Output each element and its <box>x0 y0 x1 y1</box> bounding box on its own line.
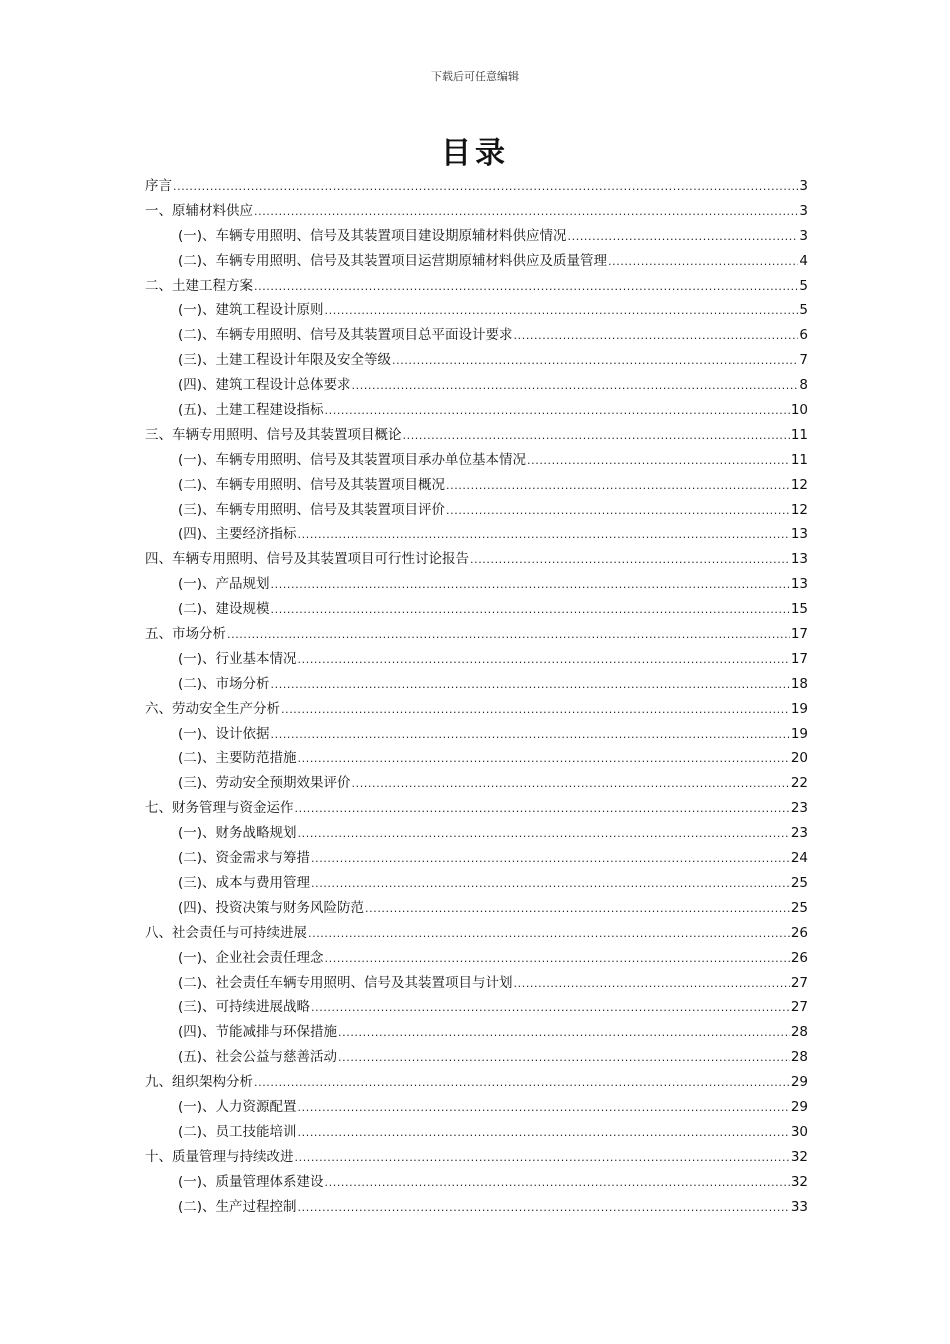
toc-entry[interactable] <box>145 921 808 946</box>
toc-entry-title: (二)、车辆专用照明、信号及其装置项目概况 <box>178 476 446 493</box>
toc-dot-leader <box>295 1145 790 1171</box>
toc-entry-title: 三、车辆专用照明、信号及其装置项目概论 <box>145 426 402 443</box>
toc-dot-leader <box>295 796 790 822</box>
toc-dot-leader <box>446 473 790 499</box>
toc-dot-leader <box>298 746 790 772</box>
toc-entry-page-number: 32 <box>790 1148 808 1165</box>
toc-entry[interactable] <box>145 821 808 846</box>
toc-entry[interactable] <box>145 672 808 697</box>
toc-dot-leader <box>514 323 799 349</box>
toc-entry-title: (一)、行业基本情况 <box>178 650 297 667</box>
toc-entry[interactable] <box>145 323 808 348</box>
toc-entry-title: (二)、车辆专用照明、信号及其装置项目总平面设计要求 <box>178 327 513 344</box>
toc-entry-title: (三)、可持续进展战略 <box>178 999 311 1016</box>
toc-entry-page-number: 8 <box>799 377 808 394</box>
toc-entry[interactable] <box>145 722 808 747</box>
toc-entry-page-number: 5 <box>799 302 808 319</box>
toc-dot-leader <box>338 1045 790 1071</box>
toc-entry-title: (三)、劳动安全预期效果评价 <box>178 775 351 792</box>
toc-entry-title: (二)、车辆专用照明、信号及其装置项目运营期原辅材料供应及质量管理 <box>178 252 608 269</box>
toc-dot-leader <box>338 1020 790 1046</box>
toc-entry-page-number: 4 <box>799 252 808 269</box>
toc-entry[interactable] <box>145 224 808 249</box>
toc-entry[interactable] <box>145 572 808 597</box>
toc-entry[interactable] <box>145 473 808 498</box>
toc-dot-leader <box>298 1095 790 1121</box>
toc-dot-leader <box>568 224 799 250</box>
toc-entry[interactable] <box>145 746 808 771</box>
toc-entry-title: (二)、员工技能培训 <box>178 1123 297 1140</box>
toc-dot-leader <box>298 821 790 847</box>
toc-entry[interactable] <box>145 1170 808 1195</box>
toc-entry-page-number: 6 <box>799 327 808 344</box>
toc-entry-title: (二)、社会责任车辆专用照明、信号及其装置项目与计划 <box>178 974 513 991</box>
toc-entry-page-number: 19 <box>790 700 808 717</box>
toc-entry-title: (一)、企业社会责任理念 <box>178 949 324 966</box>
toc-entry-page-number: 25 <box>790 874 808 891</box>
toc-entry[interactable] <box>145 1020 808 1045</box>
toc-entry-title: (四)、主要经济指标 <box>178 526 297 543</box>
toc-entry-page-number: 17 <box>790 650 808 667</box>
toc-dot-leader <box>254 1070 790 1096</box>
toc-entry-page-number: 30 <box>790 1123 808 1140</box>
toc-entry[interactable] <box>145 1070 808 1095</box>
toc-entry-title: 四、车辆专用照明、信号及其装置项目可行性讨论报告 <box>145 551 469 568</box>
toc-entry-title: 二、土建工程方案 <box>145 277 253 294</box>
toc-entry[interactable] <box>145 1145 808 1170</box>
toc-entry-title: (四)、投资决策与财务风险防范 <box>178 899 365 916</box>
toc-dot-leader <box>254 199 798 225</box>
toc-dot-leader <box>325 1170 790 1196</box>
toc-entry[interactable] <box>145 274 808 299</box>
toc-entry-page-number: 33 <box>790 1198 808 1215</box>
toc-dot-leader <box>271 597 790 623</box>
toc-entry[interactable] <box>145 1120 808 1145</box>
toc-dot-leader <box>311 871 790 897</box>
toc-entry-title: (五)、土建工程建设指标 <box>178 402 324 419</box>
toc-entry[interactable] <box>145 498 808 523</box>
toc-entry-page-number: 13 <box>790 526 808 543</box>
toc-entry-page-number: 28 <box>790 1024 808 1041</box>
toc-entry[interactable] <box>145 373 808 398</box>
toc-dot-leader <box>608 249 798 275</box>
toc-dot-leader <box>392 348 798 374</box>
toc-entry-title: (一)、质量管理体系建设 <box>178 1173 324 1190</box>
toc-dot-leader <box>325 946 790 972</box>
toc-dot-leader <box>527 448 790 474</box>
toc-dot-leader <box>227 622 790 648</box>
toc-entry-page-number: 19 <box>790 725 808 742</box>
toc-entry-title: (四)、节能减排与环保措施 <box>178 1024 338 1041</box>
toc-dot-leader <box>298 1195 790 1221</box>
toc-entry-page-number: 11 <box>790 426 808 443</box>
toc-entry-title: (一)、建筑工程设计原则 <box>178 302 324 319</box>
toc-entry-title: 五、市场分析 <box>145 626 226 643</box>
toc-entry[interactable] <box>145 298 808 323</box>
page-title: 目录 <box>441 136 509 171</box>
toc-entry-title: (一)、产品规划 <box>178 576 270 593</box>
toc-entry-page-number: 25 <box>790 899 808 916</box>
toc-entry-page-number: 22 <box>790 775 808 792</box>
toc-entry[interactable] <box>145 846 808 871</box>
toc-entry[interactable] <box>145 597 808 622</box>
toc-entry-page-number: 18 <box>790 675 808 692</box>
toc-entry-page-number: 11 <box>790 451 808 468</box>
toc-entry-page-number: 13 <box>790 551 808 568</box>
toc-dot-leader <box>298 647 790 673</box>
toc-entry-title: 九、组织架构分析 <box>145 1074 253 1091</box>
toc-dot-leader <box>173 174 798 200</box>
toc-dot-leader <box>403 423 790 449</box>
toc-entry-page-number: 24 <box>790 850 808 867</box>
toc-entry-title: (二)、建设规模 <box>178 601 270 618</box>
toc-entry-title: (三)、车辆专用照明、信号及其装置项目评价 <box>178 501 446 518</box>
toc-entry-title: (四)、建筑工程设计总体要求 <box>178 377 351 394</box>
toc-entry-page-number: 20 <box>790 750 808 767</box>
toc-entry[interactable] <box>145 622 808 647</box>
toc-entry-page-number: 15 <box>790 601 808 618</box>
toc-dot-leader <box>365 896 790 922</box>
toc-entry-title: 十、质量管理与持续改进 <box>145 1148 294 1165</box>
toc-entry-title: (一)、车辆专用照明、信号及其装置项目承办单位基本情况 <box>178 451 527 468</box>
toc-entry[interactable] <box>145 971 808 996</box>
toc-dot-leader <box>514 971 790 997</box>
toc-entry-page-number: 7 <box>799 352 808 369</box>
toc-dot-leader <box>271 672 790 698</box>
toc-entry-page-number: 3 <box>799 227 808 244</box>
toc-entry-title: 八、社会责任与可持续进展 <box>145 924 307 941</box>
toc-entry-page-number: 5 <box>799 277 808 294</box>
toc-entry-title: (二)、资金需求与筹措 <box>178 850 311 867</box>
toc-entry[interactable] <box>145 547 808 572</box>
toc-entry-page-number: 29 <box>790 1098 808 1115</box>
toc-dot-leader <box>271 572 790 598</box>
toc-entry-page-number: 23 <box>790 800 808 817</box>
toc-entry-page-number: 32 <box>790 1173 808 1190</box>
toc-entry-title: (二)、市场分析 <box>178 675 270 692</box>
toc-entry-page-number: 17 <box>790 626 808 643</box>
toc-entry-page-number: 3 <box>799 202 808 219</box>
toc-entry[interactable] <box>145 946 808 971</box>
toc-dot-leader <box>308 921 790 947</box>
toc-entry[interactable] <box>145 423 808 448</box>
toc-entry-page-number: 27 <box>790 999 808 1016</box>
toc-entry[interactable] <box>145 1095 808 1120</box>
toc-entry-page-number: 28 <box>790 1049 808 1066</box>
toc-dot-leader <box>298 522 790 548</box>
toc-dot-leader <box>470 547 790 573</box>
toc-entry-title: 六、劳动安全生产分析 <box>145 700 280 717</box>
toc-dot-leader <box>298 1120 790 1146</box>
toc-entry[interactable] <box>145 995 808 1020</box>
toc-entry-title: (一)、财务战略规划 <box>178 825 297 842</box>
toc-entry[interactable] <box>145 448 808 473</box>
toc-entry-title: (一)、车辆专用照明、信号及其装置项目建设期原辅材料供应情况 <box>178 227 567 244</box>
toc-entry-title: 一、原辅材料供应 <box>145 202 253 219</box>
toc-entry-title: (五)、社会公益与慈善活动 <box>178 1049 338 1066</box>
page-header: 下载后可任意编辑 <box>431 70 519 83</box>
toc-entry-title: (二)、主要防范措施 <box>178 750 297 767</box>
toc-entry[interactable] <box>145 398 808 423</box>
toc-entry[interactable] <box>145 249 808 274</box>
toc-dot-leader <box>325 398 790 424</box>
toc-entry[interactable] <box>145 522 808 547</box>
toc-entry[interactable] <box>145 697 808 722</box>
toc-dot-leader <box>254 274 798 300</box>
toc-entry-page-number: 26 <box>790 924 808 941</box>
toc-entry-page-number: 13 <box>790 576 808 593</box>
toc-entry-page-number: 12 <box>790 501 808 518</box>
toc-entry-page-number: 26 <box>790 949 808 966</box>
toc-entry-title: (一)、设计依据 <box>178 725 270 742</box>
toc-entry-title: 七、财务管理与资金运作 <box>145 800 294 817</box>
toc-entry-page-number: 29 <box>790 1074 808 1091</box>
table-of-contents <box>145 174 808 1219</box>
toc-entry[interactable] <box>145 1195 808 1220</box>
toc-dot-leader <box>311 995 790 1021</box>
toc-dot-leader <box>271 722 790 748</box>
toc-dot-leader <box>446 498 790 524</box>
toc-dot-leader <box>281 697 790 723</box>
toc-entry-page-number: 10 <box>790 402 808 419</box>
toc-entry[interactable] <box>145 199 808 224</box>
toc-entry[interactable] <box>145 348 808 373</box>
toc-entry-title: (二)、生产过程控制 <box>178 1198 297 1215</box>
toc-dot-leader <box>311 846 790 872</box>
toc-entry-title: (一)、人力资源配置 <box>178 1098 297 1115</box>
toc-entry-page-number: 23 <box>790 825 808 842</box>
toc-dot-leader <box>352 373 799 399</box>
toc-entry[interactable] <box>145 771 808 796</box>
toc-dot-leader <box>352 771 790 797</box>
toc-entry-title: (三)、土建工程设计年限及安全等级 <box>178 352 392 369</box>
toc-entry[interactable] <box>145 174 808 199</box>
toc-entry-title: 序言 <box>145 178 172 194</box>
toc-entry[interactable] <box>145 796 808 821</box>
toc-entry-page-number: 27 <box>790 974 808 991</box>
toc-entry-title: (三)、成本与费用管理 <box>178 874 311 891</box>
toc-entry[interactable] <box>145 647 808 672</box>
toc-entry[interactable] <box>145 871 808 896</box>
toc-dot-leader <box>325 298 799 324</box>
toc-entry-page-number: 3 <box>799 178 808 194</box>
toc-entry-page-number: 12 <box>790 476 808 493</box>
toc-entry[interactable] <box>145 1045 808 1070</box>
toc-entry[interactable] <box>145 896 808 921</box>
